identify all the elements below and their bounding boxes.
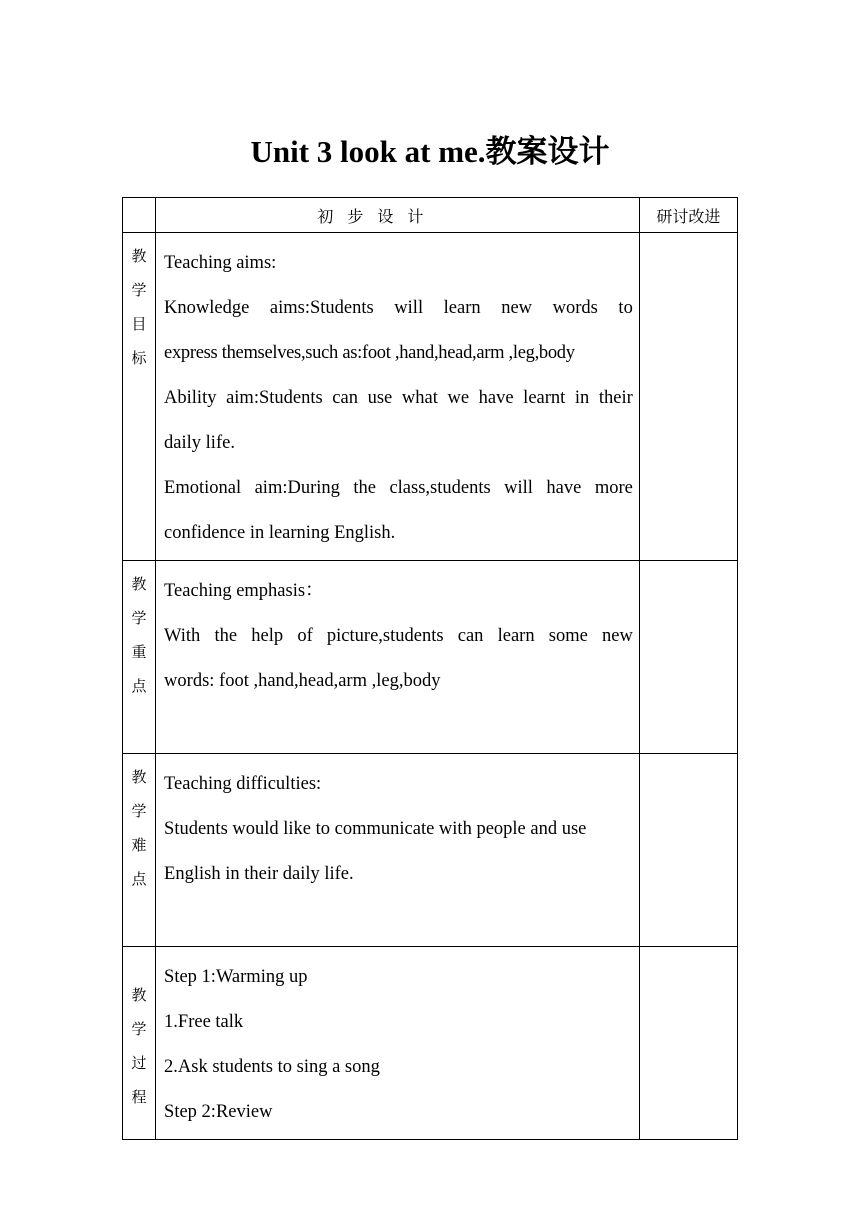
section-content [156,561,640,754]
section-content [156,947,640,1140]
content-line: Step 2:Review [164,1102,273,1122]
header-blank-cell [123,198,156,233]
review-cell [639,947,737,1140]
content-line: Teaching emphasis： [164,581,324,601]
section-label: 教 学 过 程 [123,947,156,1140]
review-cell [639,233,737,561]
section-content [156,754,640,947]
content-line: daily life. [164,433,235,453]
review-cell [639,561,737,754]
document-title: Unit 3 look at me.教案设计 [250,134,610,169]
section-teaching-process [123,947,738,1140]
section-label: 教 学 难 点 [123,754,156,947]
content-line: Step 1:Warming up [164,967,308,987]
header-design-cell: 初步设计 [156,198,640,233]
content-line: words: foot ,hand,head,arm ,leg,body [164,671,441,691]
content-line: 2.Ask students to sing a song [164,1057,380,1077]
content-line: Teaching aims: [164,253,277,273]
header-review-cell: 研讨改进 [639,198,737,233]
section-teaching-difficulties [123,754,738,947]
section-teaching-aims [123,233,738,561]
content-line: Teaching difficulties: [164,774,322,794]
section-content [156,233,640,561]
review-cell [639,754,737,947]
content-line: express themselves,such as:foot ,hand,head,arm ,leg,body [164,343,575,363]
content-line: 1.Free talk [164,1012,244,1032]
content-line: Ability aim:Students can use what we have learnt in their [164,388,633,408]
content-line: confidence in learning English. [164,523,396,543]
lesson-plan-table [122,197,738,1140]
content-line: Knowledge aims:Students will learn new words to [164,298,633,318]
content-line: Emotional aim:During the class,students will have more [164,478,633,498]
section-label: 教 学 重 点 [123,561,156,754]
content-line: With the help of picture,students can learn some new [164,626,633,646]
section-label: 教 学 目 标 [123,233,156,561]
section-teaching-emphasis [123,561,738,754]
table-header-row [123,198,738,233]
content-line: English in their daily life. [164,864,354,884]
content-line: Students would like to communicate with people and use [164,819,587,839]
